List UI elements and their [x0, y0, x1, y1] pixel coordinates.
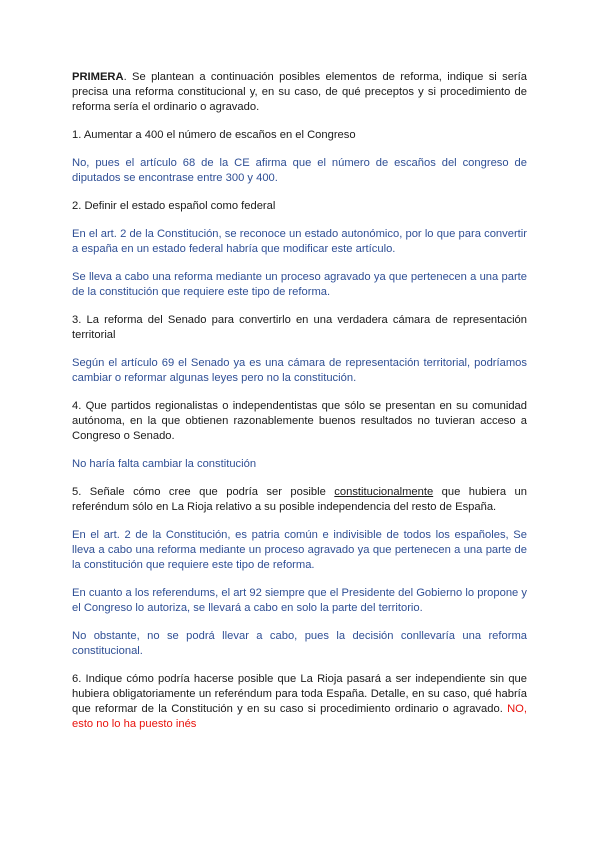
question-5-part-b: que hubiera un referéndum sólo en La Rioja relativo a su posible independencia del resto de España.: [72, 486, 527, 513]
answer-4: No haría falta cambiar la constitución: [72, 458, 257, 470]
answer-2a: En el art. 2 de la Constitución, se reconoce un estado autonómico, por lo que para convertir a españa en un estado federal habría que modificar este artículo.: [72, 228, 527, 255]
question-5-part-a: 5. Señale cómo cree que podría ser posible: [72, 486, 335, 498]
answer-5a: En el art. 2 de la Constitución, es patria común e indivisible de todos los españoles, Se lleva a cabo una reforma mediante un proceso agravado ya que pertenecen a una parte de la constitución que requiere este tipo de reforma.: [72, 529, 527, 571]
answer-3: Según el artículo 69 el Senado ya es una cámara de representación territorial, podríamos cambiar o reformar algunas leyes pero no la constitución.: [72, 357, 527, 384]
intro-label: PRIMERA: [72, 71, 124, 83]
question-6-note: NO, esto no lo ha puesto inés: [72, 703, 527, 730]
question-1: 1. Aumentar a 400 el número de escaños en el Congreso: [72, 129, 356, 141]
answer-5c: No obstante, no se podrá llevar a cabo, pues la decisión conllevaría una reforma constitucional.: [72, 630, 527, 657]
question-5-underlined: constitucionalmente: [334, 486, 434, 498]
question-3: 3. La reforma del Senado para convertirlo en una verdadera cámara de representación territorial: [72, 314, 527, 341]
question-5: [72, 485, 527, 515]
document-page: [72, 70, 527, 745]
intro-text: . Se plantean a continuación posibles elementos de reforma, indique si sería precisa una reforma constitucional y, en su caso, de qué preceptos y si procedimiento de reforma sería el ordinario o agravado.: [72, 71, 527, 113]
answer-2b: Se lleva a cabo una reforma mediante un proceso agravado ya que pertenecen a una parte de la constitución que requiere este tipo de reforma.: [72, 271, 527, 298]
intro-paragraph: [72, 70, 527, 115]
answer-1: No, pues el artículo 68 de la CE afirma que el número de escaños del congreso de diputados se encontrase entre 300 y 400.: [72, 157, 527, 184]
question-6-text: 6. Indique cómo podría hacerse posible que La Rioja pasará a ser independiente sin que hubiera obligatoriamente un referéndum para toda España. Detalle, en su caso, qué habría que reformar de la Constitución y en su caso si procedimiento ordinario o agravado.: [72, 673, 527, 715]
answer-5b: En cuanto a los referendums, el art 92 siempre que el Presidente del Gobierno lo propone y el Congreso lo autoriza, se llevará a cabo en solo la parte del territorio.: [72, 587, 527, 614]
question-4: 4. Que partidos regionalistas o independentistas que sólo se presentan en su comunidad autónoma, en la que obtienen razonablemente buenos resultados no tuvieran acceso a Congreso o Senado.: [72, 400, 527, 442]
question-2: 2. Definir el estado español como federal: [72, 200, 276, 212]
question-6: [72, 672, 527, 732]
